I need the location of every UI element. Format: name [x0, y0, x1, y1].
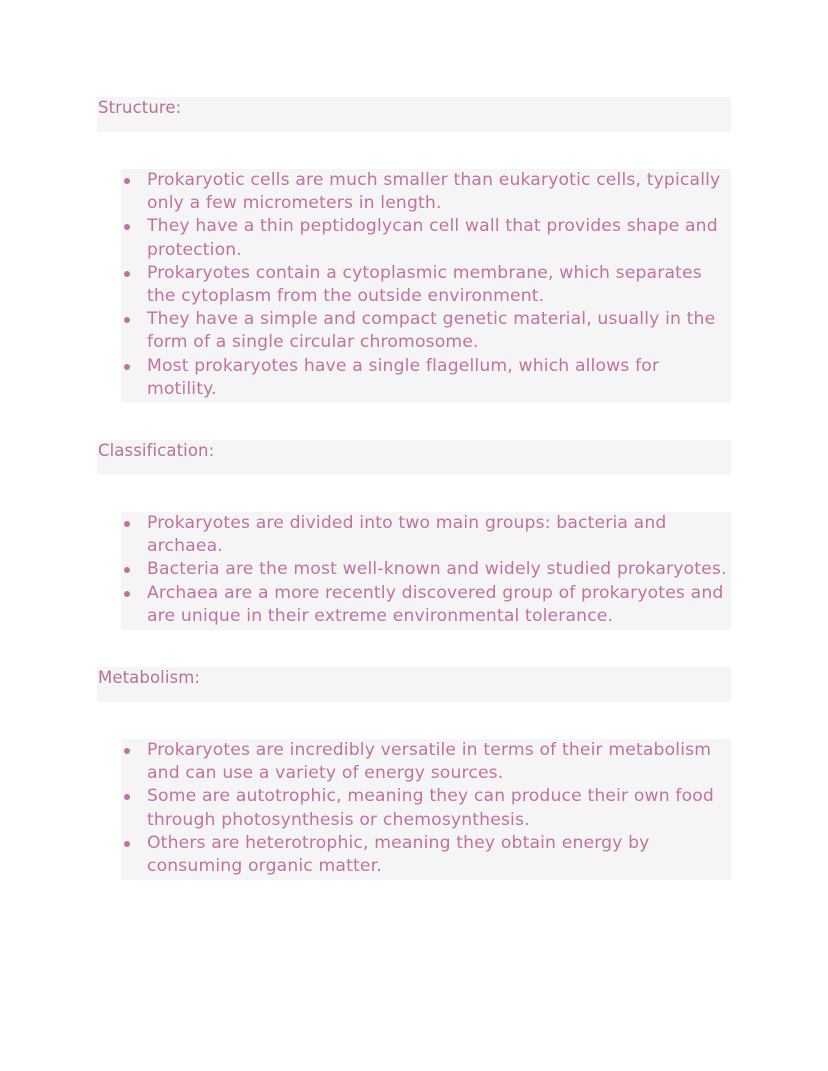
list-item-text: Prokaryotes are divided into two main groups: bacteria and archaea. — [147, 513, 667, 557]
bullet-block — [121, 169, 731, 403]
list-item-text: Archaea are a more recently discovered group of prokaryotes and are unique in their extreme environmental tolerance. — [147, 582, 724, 626]
bullet-block — [121, 512, 731, 630]
section-structure — [97, 97, 731, 403]
section-heading: Metabolism: — [97, 667, 731, 702]
bullet-icon — [124, 224, 130, 230]
bullet-icon — [124, 364, 130, 370]
list-item — [121, 355, 731, 401]
bullet-icon — [124, 841, 130, 847]
bullet-icon — [124, 794, 130, 800]
list-item-text: Prokaryotes contain a cytoplasmic membrane, which separates the cytoplasm from the outside environment. — [147, 262, 702, 307]
bullet-icon — [124, 748, 130, 754]
bullet-list — [121, 739, 731, 878]
bullet-icon — [124, 271, 130, 277]
section-metabolism — [97, 667, 731, 880]
list-item-text: Prokaryotes are incredibly versatile in terms of their metabolism and can use a variety of energy sources. — [147, 740, 712, 784]
bullet-list — [121, 512, 731, 628]
list-item — [121, 512, 731, 558]
list-item-text: Bacteria are the most well-known and widely studied prokaryotes. — [147, 559, 727, 580]
list-item — [121, 739, 731, 785]
list-item — [121, 785, 731, 831]
list-item — [121, 832, 731, 878]
list-item — [121, 308, 731, 354]
bullet-icon — [124, 567, 130, 573]
bullet-list — [121, 169, 731, 401]
list-item — [121, 582, 731, 628]
bullet-icon — [124, 591, 130, 597]
list-item — [121, 262, 731, 308]
list-item-text: Others are heterotrophic, meaning they obtain energy by consuming organic matter. — [147, 832, 650, 877]
bullet-icon — [124, 317, 130, 323]
list-item — [121, 558, 731, 581]
section-heading: Structure: — [97, 97, 731, 132]
section-heading: Classification: — [97, 440, 731, 475]
section-classification — [97, 440, 731, 630]
list-item-text: Prokaryotic cells are much smaller than eukaryotic cells, typically only a few micrometers in length. — [147, 170, 721, 214]
bullet-block — [121, 739, 731, 880]
list-item — [121, 215, 731, 261]
bullet-icon — [124, 178, 130, 184]
list-item — [121, 169, 731, 215]
document-page — [97, 97, 731, 917]
bullet-icon — [124, 521, 130, 527]
list-item-text: They have a simple and compact genetic material, usually in the form of a single circular chromosome. — [147, 309, 716, 353]
list-item-text: They have a thin peptidoglycan cell wall that provides shape and protection. — [147, 216, 718, 260]
list-item-text: Most prokaryotes have a single flagellum, which allows for motility. — [147, 355, 660, 399]
list-item-text: Some are autotrophic, meaning they can produce their own food through photosynthesis or chemosynthesis. — [147, 786, 714, 830]
